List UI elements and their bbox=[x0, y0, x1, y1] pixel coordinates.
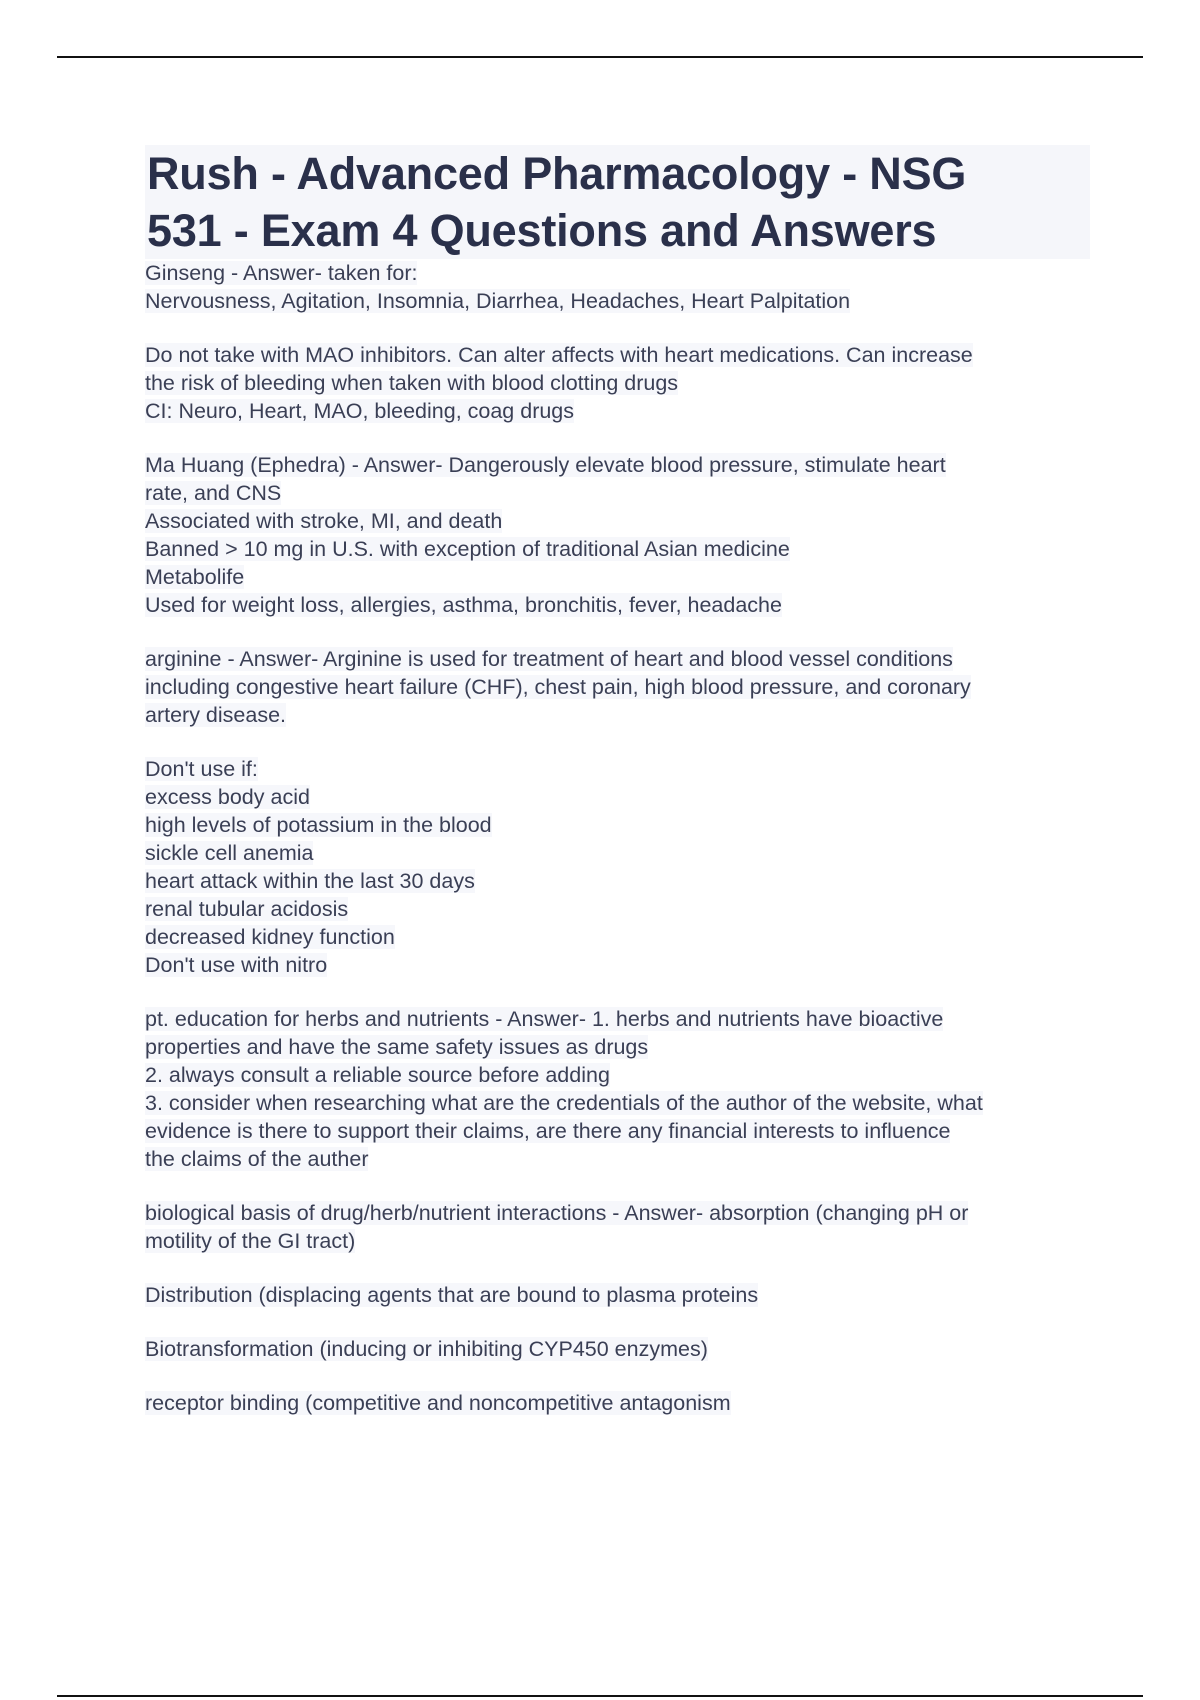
text-line-content: including congestive heart failure (CHF), chest pain, high blood pressure, and coronary bbox=[145, 675, 971, 699]
qa-block bbox=[145, 259, 1090, 315]
qa-block bbox=[145, 645, 1090, 729]
text-line-content: Do not take with MAO inhibitors. Can alter affects with heart medications. Can increase bbox=[145, 343, 973, 367]
text-line-content: the claims of the auther bbox=[145, 1147, 369, 1171]
text-line-content: excess body acid bbox=[145, 785, 310, 809]
text-line-content: Don't use with nitro bbox=[145, 953, 328, 977]
text-line-content: renal tubular acidosis bbox=[145, 897, 349, 921]
text-line-content: receptor binding (competitive and noncompetitive antagonism bbox=[145, 1391, 731, 1415]
text-line bbox=[145, 535, 1090, 563]
text-line bbox=[145, 287, 1090, 315]
text-line bbox=[145, 783, 1090, 811]
text-line-content: heart attack within the last 30 days bbox=[145, 869, 475, 893]
text-line-content: Used for weight loss, allergies, asthma, bronchitis, fever, headache bbox=[145, 593, 782, 617]
text-line bbox=[145, 923, 1090, 951]
text-line bbox=[145, 1227, 1090, 1255]
text-line bbox=[145, 1089, 1090, 1117]
text-line-content: Ma Huang (Ephedra) - Answer- Dangerously elevate blood pressure, stimulate heart bbox=[145, 453, 946, 477]
qa-block bbox=[145, 755, 1090, 979]
text-line bbox=[145, 1335, 1090, 1363]
title-line: Rush - Advanced Pharmacology - NSG bbox=[147, 148, 967, 199]
text-line-content: arginine - Answer- Arginine is used for treatment of heart and blood vessel conditions bbox=[145, 647, 953, 671]
text-line bbox=[145, 341, 1090, 369]
qa-block bbox=[145, 1199, 1090, 1255]
text-line bbox=[145, 811, 1090, 839]
text-line bbox=[145, 1281, 1090, 1309]
text-line-content: evidence is there to support their claims, are there any financial interests to influence bbox=[145, 1119, 951, 1143]
text-line bbox=[145, 479, 1090, 507]
document-body bbox=[145, 145, 1090, 1417]
text-line-content: high levels of potassium in the blood bbox=[145, 813, 492, 837]
text-line-content: 2. always consult a reliable source before adding bbox=[145, 1063, 610, 1087]
text-line bbox=[145, 1389, 1090, 1417]
text-line bbox=[145, 673, 1090, 701]
title-line: 531 - Exam 4 Questions and Answers bbox=[147, 205, 937, 256]
text-line bbox=[145, 895, 1090, 923]
bottom-rule bbox=[57, 1695, 1143, 1697]
text-line-content: Don't use if: bbox=[145, 757, 258, 781]
text-line bbox=[145, 563, 1090, 591]
qa-block bbox=[145, 1281, 1090, 1309]
qa-list bbox=[145, 259, 1090, 1417]
qa-block bbox=[145, 341, 1090, 425]
text-line-content: biological basis of drug/herb/nutrient interactions - Answer- absorption (changing pH or bbox=[145, 1201, 969, 1225]
text-line-content: Nervousness, Agitation, Insomnia, Diarrhea, Headaches, Heart Palpitation bbox=[145, 289, 851, 313]
text-line-content: sickle cell anemia bbox=[145, 841, 314, 865]
text-line-content: properties and have the same safety issues as drugs bbox=[145, 1035, 649, 1059]
text-line bbox=[145, 259, 1090, 287]
text-line bbox=[145, 645, 1090, 673]
text-line bbox=[145, 591, 1090, 619]
qa-block bbox=[145, 451, 1090, 619]
text-line-content: Ginseng - Answer- taken for: bbox=[145, 261, 418, 285]
text-line-content: 3. consider when researching what are the credentials of the author of the website, what bbox=[145, 1091, 983, 1115]
text-line bbox=[145, 1145, 1090, 1173]
qa-block bbox=[145, 1005, 1090, 1173]
text-line bbox=[145, 1117, 1090, 1145]
text-line-content: rate, and CNS bbox=[145, 481, 282, 505]
text-line bbox=[145, 369, 1090, 397]
text-line-content: the risk of bleeding when taken with blood clotting drugs bbox=[145, 371, 679, 395]
text-line bbox=[145, 1199, 1090, 1227]
text-line bbox=[145, 839, 1090, 867]
text-line-content: Banned > 10 mg in U.S. with exception of traditional Asian medicine bbox=[145, 537, 790, 561]
text-line bbox=[145, 451, 1090, 479]
text-line-content: Distribution (displacing agents that are bound to plasma proteins bbox=[145, 1283, 759, 1307]
qa-block bbox=[145, 1389, 1090, 1417]
text-line-content: Metabolife bbox=[145, 565, 245, 589]
text-line-content: motility of the GI tract) bbox=[145, 1229, 356, 1253]
text-line-content: Associated with stroke, MI, and death bbox=[145, 509, 503, 533]
text-line-content: decreased kidney function bbox=[145, 925, 395, 949]
text-line bbox=[145, 1005, 1090, 1033]
text-line bbox=[145, 1061, 1090, 1089]
text-line-content: Biotransformation (inducing or inhibiting CYP450 enzymes) bbox=[145, 1337, 708, 1361]
text-line bbox=[145, 397, 1090, 425]
text-line-content: pt. education for herbs and nutrients - Answer- 1. herbs and nutrients have bioactive bbox=[145, 1007, 944, 1031]
qa-block bbox=[145, 1335, 1090, 1363]
text-line bbox=[145, 1033, 1090, 1061]
text-line bbox=[145, 507, 1090, 535]
text-line bbox=[145, 701, 1090, 729]
text-line-content: CI: Neuro, Heart, MAO, bleeding, coag drugs bbox=[145, 399, 575, 423]
text-line-content: artery disease. bbox=[145, 703, 287, 727]
text-line bbox=[145, 867, 1090, 895]
text-line bbox=[145, 755, 1090, 783]
top-rule bbox=[57, 56, 1143, 58]
document-title bbox=[145, 145, 1090, 259]
text-line bbox=[145, 951, 1090, 979]
